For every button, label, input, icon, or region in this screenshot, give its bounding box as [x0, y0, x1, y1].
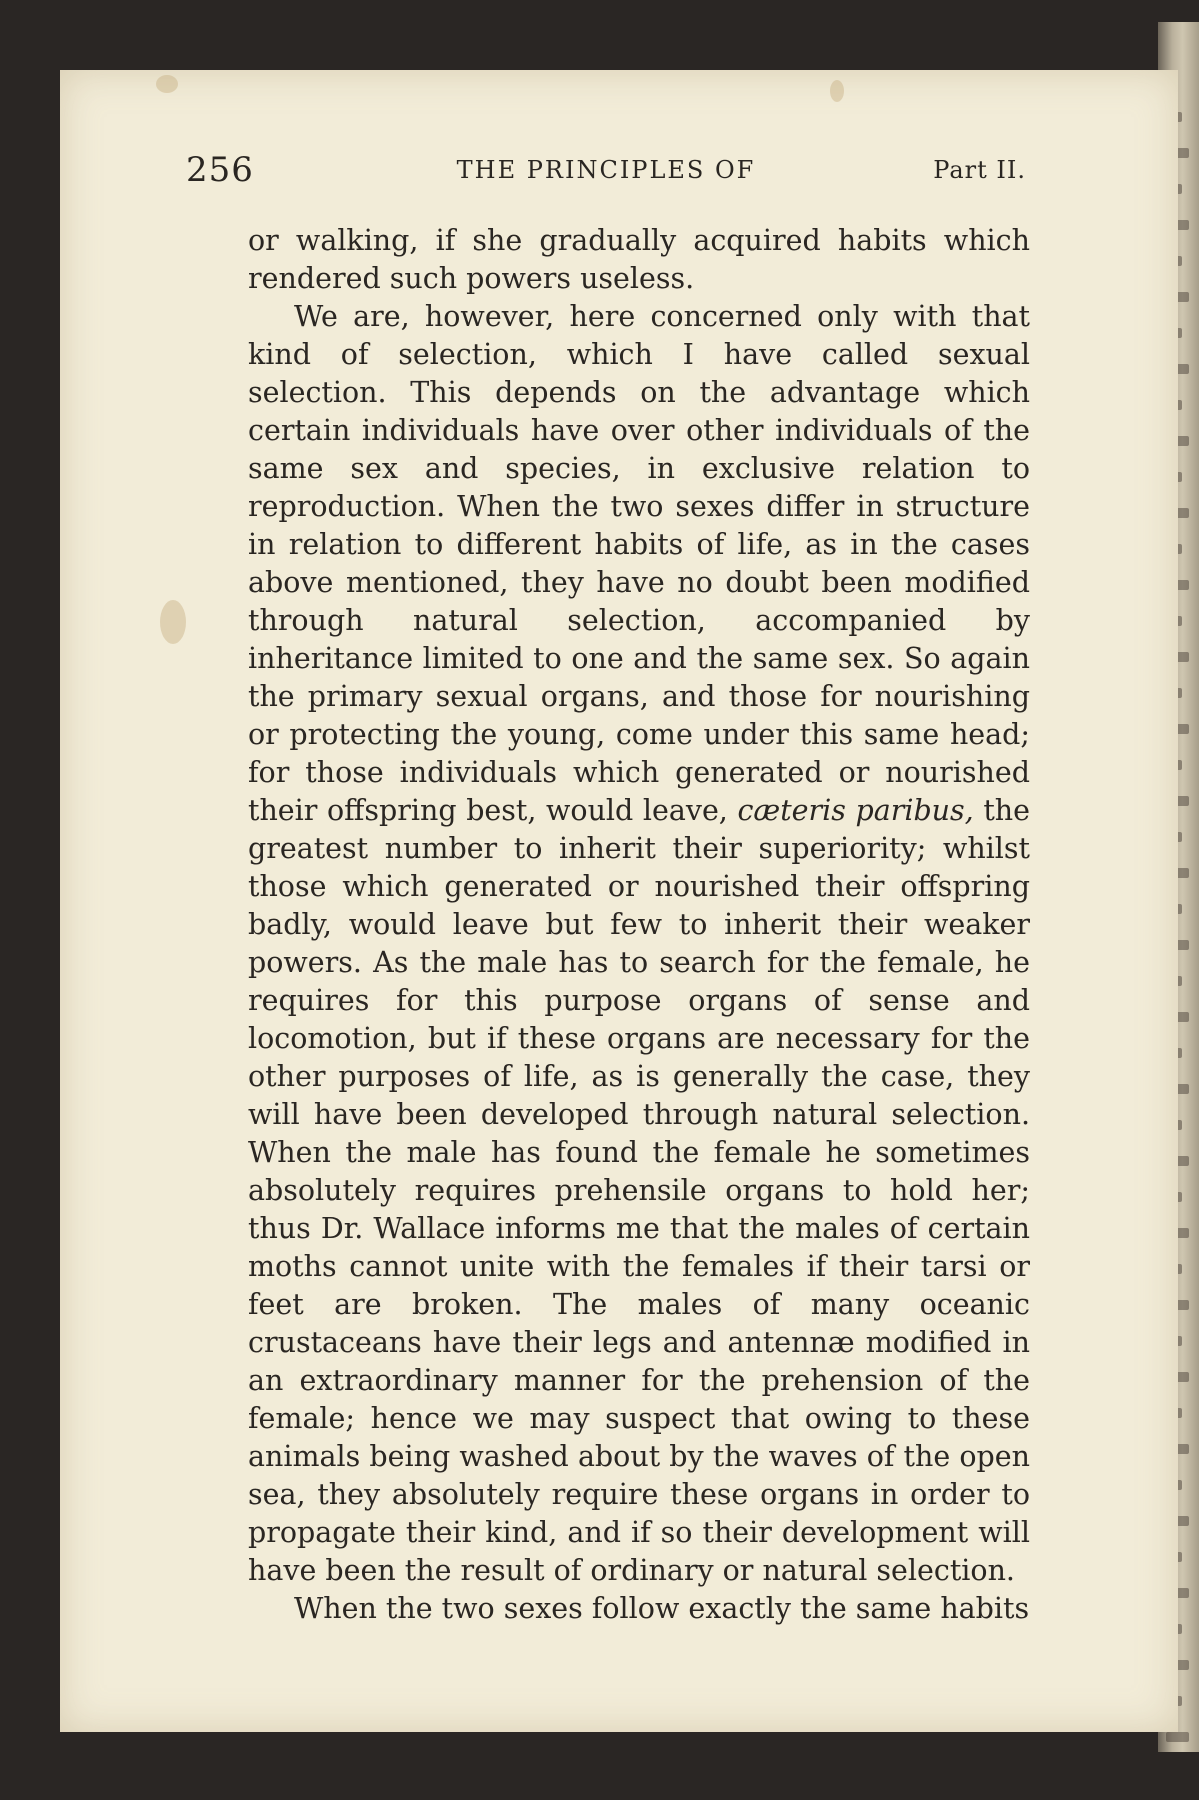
- paragraph: or walking, if she gradually acquired habits which rendered such powers useless.: [248, 224, 1030, 295]
- latin-phrase: cæteris paribus,: [737, 794, 974, 827]
- paper-stain: [156, 75, 178, 93]
- running-title: THE PRINCIPLES OF: [456, 156, 756, 184]
- paper-stain: [160, 600, 186, 644]
- running-head: [186, 150, 1026, 194]
- page-number: 256: [186, 150, 254, 190]
- part-label: Part II.: [933, 156, 1026, 184]
- paragraph: When the two sexes follow exactly the same habits: [294, 1592, 1030, 1625]
- paragraph: We are, however, here concerned only with that kind of selection, which I have called sexual selection. This depends on the advantage which certain individuals have over other individuals of the same sex and species, in exclusive relation to reproduction. When the two sexes differ in structure in relation to different habits of life, as in the cases above mentioned, they have no doubt been modified through natural selection, accompanied by inheritance limited to one and the same sex. So again the primary sexual organs, and those for nourishing or protecting the young, come under this same head; for those individuals which generated or nourished their offspring best, would leave, cæteris paribus, the greatest number to inherit their superiority; whilst those which generated or nourished their offspring badly, would leave but few to inherit their weaker powers. As the male has to search for the female, he requires for this purpose organs of sense and locomotion, but if these organs are necessary for the other purposes of life, as is generally the case, they will have been developed through natural selection. When the male has found the female he sometimes absolutely requires prehensile organs to hold her; thus Dr. Wallace informs me that the males of certain moths cannot unite with the females if their tarsi or feet are broken. The males of many oceanic crustaceans have their legs and antennæ modified in an extraordinary manner for the prehension of the female; hence we may suspect that owing to these animals being washed about by the waves of the open sea, they absolutely require these organs in order to propagate their kind, and if so their development will have been the result of ordinary or natural selection.: [248, 300, 1030, 1587]
- paper-stain: [830, 80, 844, 102]
- body-text: [248, 222, 1030, 1628]
- bleed-through-mark: [1166, 1732, 1189, 1742]
